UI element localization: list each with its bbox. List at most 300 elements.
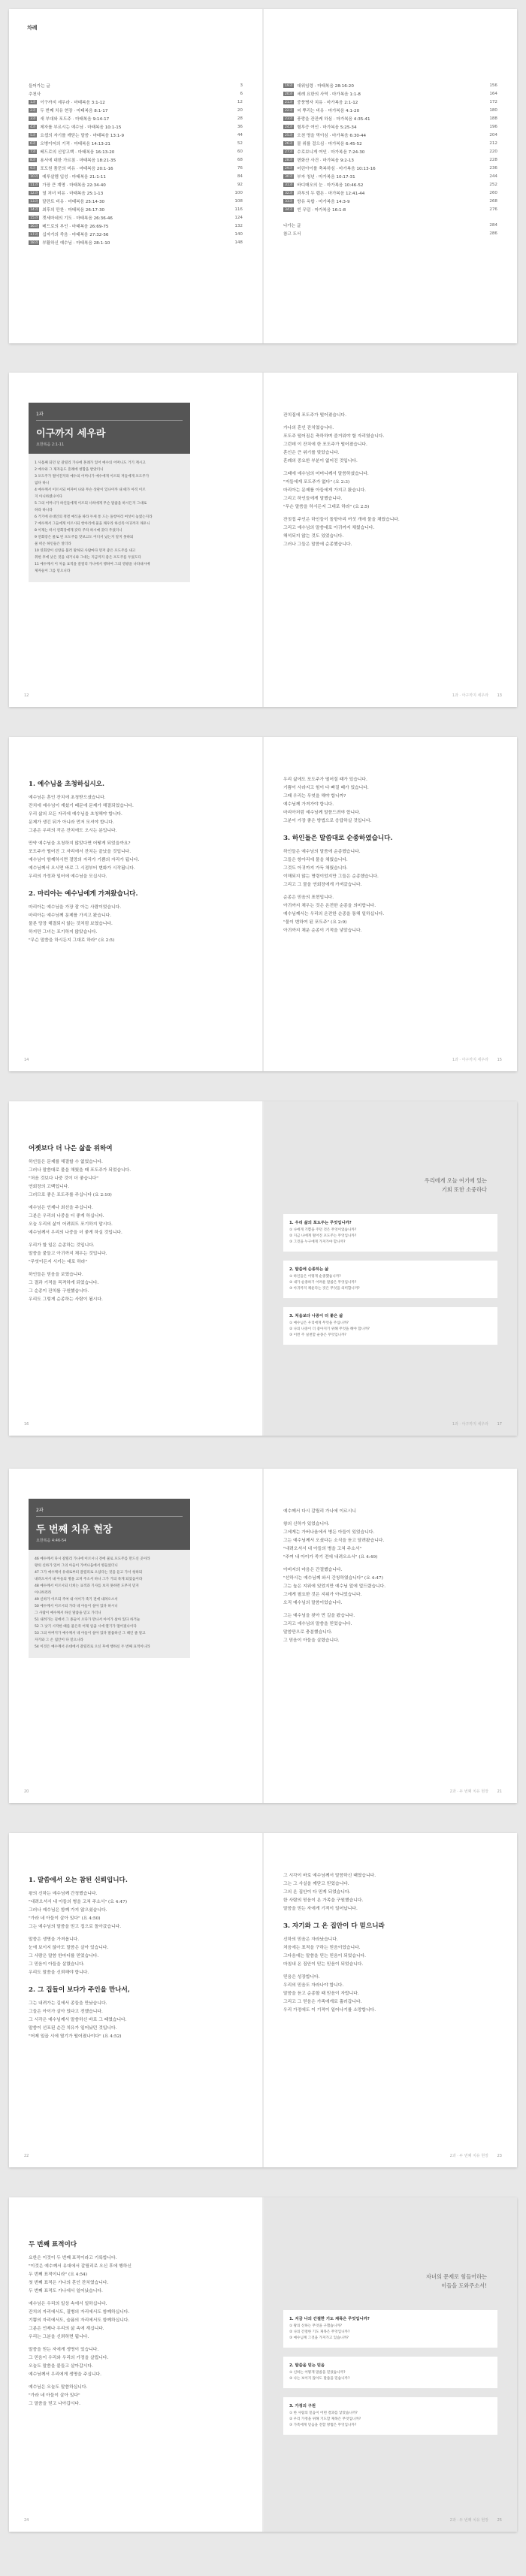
text-line: 두 번째 표적이니라" (요 4:54) bbox=[29, 2272, 87, 2277]
toc-entry bbox=[29, 189, 243, 197]
text-line: "물이 변하여 된 포도주" (요 2:9) bbox=[283, 920, 347, 925]
text-line: 그때에 예수님의 어머니께서 말씀하셨습니다. bbox=[283, 472, 369, 476]
text-line: 그들은 아이가 살아 있다고 전했습니다. bbox=[29, 2010, 103, 2014]
question-item: ② 나는 보이지 않아도 말씀을 믿습니까? bbox=[289, 2377, 350, 2381]
text-line: "어제 일곱 시에 열기가 떨어졌나이다" (요 4:52) bbox=[29, 2034, 122, 2039]
text-line: 그다음에는 말씀을 믿는 믿음이 되었습니다. bbox=[283, 1954, 367, 1958]
text-line: 하인들은 믿음을 보였습니다. bbox=[29, 1273, 83, 1277]
toc-entry-title: 요셉의 자기를 깨닫는 말씀 · 마태복음 13:1-9 bbox=[40, 133, 125, 138]
toc-entry-page: 196 bbox=[489, 124, 497, 129]
toc-entry bbox=[283, 89, 497, 98]
section-heading: 3. 자기와 그 온 집안이 다 믿으니라 bbox=[283, 1922, 385, 1930]
right-page bbox=[264, 1833, 517, 2167]
toc-entry bbox=[283, 156, 497, 164]
text-line: 그때 우리는 무엇을 해야 합니까? bbox=[283, 794, 346, 799]
toc-entry-title: 혈루증 여인 · 마가복음 5:25-34 bbox=[297, 125, 357, 130]
toc-entry-number: 3과 bbox=[30, 116, 36, 121]
toc-entry-title: 오천 명을 먹이심 · 마가복음 6:30-44 bbox=[297, 133, 367, 138]
text-line: 그러므로 좋은 포도주를 주십니다 (요 2:10) bbox=[29, 1193, 112, 1197]
toc-entry bbox=[29, 197, 243, 205]
scripture-verse: 6 거기에 유대인의 정결 예식을 따라 두세 통 드는 돌항아리 여섯이 놓였는지라 bbox=[35, 515, 153, 519]
chapter-reference: 요한복음 2:1-11 bbox=[36, 442, 65, 447]
toc-entry bbox=[29, 180, 243, 189]
toc-entry bbox=[283, 106, 497, 114]
scripture-verse: 51 내려가는 길에서 그 종들이 오다가 만나서 아이가 살아 있다 하거늘 bbox=[35, 1618, 141, 1622]
question-heading: 2. 말씀을 믿는 믿음 bbox=[289, 2363, 325, 2368]
toc-entry-number: 33과 bbox=[285, 199, 293, 204]
page-number: 16 bbox=[24, 1422, 29, 1427]
page-number: 21 bbox=[497, 1789, 502, 1794]
text-line: 그리고 하인들에게 말했습니다. bbox=[283, 497, 343, 501]
toc-entry-number: 28과 bbox=[285, 158, 293, 162]
text-line: 잔치에 예수님이 계셨기 때문에 문제가 해결되었습니다. bbox=[29, 804, 134, 808]
toc-entry-number: 19과 bbox=[285, 83, 293, 88]
text-line: "가라 네 아들이 살아 있다" (요 4:50) bbox=[29, 1916, 101, 1921]
toc-entry-number: 8과 bbox=[30, 158, 36, 162]
text-line: 말씀을 듣고 순종할 때 믿음이 자랍니다. bbox=[283, 1992, 359, 1996]
text-line: "내려오셔서 내 아들의 병을 고쳐 주소서" (요 4:47) bbox=[29, 1900, 127, 1904]
toc-right-list bbox=[283, 81, 497, 213]
questions-title-line: 기회 또한 소중하다 bbox=[441, 1186, 487, 1193]
text-line: 그에게는 가버나움에서 병든 아들이 있었습니다. bbox=[283, 1530, 375, 1535]
toc-entry-page: 36 bbox=[237, 124, 243, 129]
toc-entry-page: 284 bbox=[489, 222, 497, 228]
questions-title bbox=[283, 1176, 487, 1194]
section-heading: 2. 마리아는 예수님에게 가져왔습니다. bbox=[29, 890, 138, 898]
toc-entry-title: 이구까지 세우라 · 마태복음 3:1-12 bbox=[40, 100, 105, 105]
body-text bbox=[283, 1508, 497, 1645]
toc-entry-number: 17과 bbox=[30, 232, 38, 237]
question-item: ① 예수님은 우리에게 무엇을 주십니까? bbox=[289, 1321, 349, 1325]
spread-chapter1 bbox=[9, 373, 517, 707]
question-item: ① 한 사람의 믿음이 어떤 결과를 낳았습니까? bbox=[289, 2411, 358, 2415]
text-line: 그 시각은 예수님께서 말씀하신 바로 그 때였습니다. bbox=[29, 2018, 127, 2022]
toc-entry-number: 32과 bbox=[285, 191, 293, 195]
question-item: ① 하인들은 어떻게 순종했습니까? bbox=[289, 1275, 341, 1279]
question-heading: 1. 지금 나의 간절한 기도 제목은 무엇입니까? bbox=[289, 2317, 370, 2321]
text-line: 예수님은 언제나 최선을 주십니다. bbox=[29, 1206, 93, 1210]
toc-entry-page: 76 bbox=[237, 165, 243, 171]
text-line: 혼례의 중요한 부분이 없어진 것입니다. bbox=[283, 459, 358, 464]
toc-entry bbox=[29, 147, 243, 156]
left-page bbox=[9, 1833, 262, 2167]
text-line: 왕의 신하가 있었습니다. bbox=[283, 1522, 330, 1527]
questions-title bbox=[283, 2272, 487, 2291]
text-line: "이것은 예수께서 유대에서 갈릴리로 오신 후에 행하신 bbox=[29, 2264, 132, 2269]
text-line: 그리고 예수님의 말씀을 믿었습니다. bbox=[283, 1622, 352, 1626]
toc-entry-page: 12 bbox=[237, 99, 243, 104]
scripture-verse: 50 예수께서 이르시되 가라 네 아들이 살아 있다 하시니 bbox=[35, 1605, 118, 1608]
toc-entry-number: 16과 bbox=[30, 224, 38, 228]
toc-entry-title: 겟세마네의 기도 · 마태복음 26:36-46 bbox=[42, 216, 113, 221]
left-page bbox=[9, 737, 262, 1071]
question-heading: 1. 우리 삶의 포도주는 무엇입니까? bbox=[289, 1221, 352, 1225]
toc-entry-title: 베드로의 부인 · 마태복음 26:69-75 bbox=[42, 224, 109, 229]
toc-entry bbox=[283, 197, 497, 205]
spread-chapter2 bbox=[9, 1469, 517, 1803]
right-page bbox=[264, 373, 517, 707]
question-item: ② 내가 순종하기 어려운 말씀은 무엇입니까? bbox=[289, 1281, 357, 1285]
scripture-verse: 48 예수께서 이르시되 너희는 표적과 기사를 보지 못하면 도무지 믿지 bbox=[35, 1584, 139, 1588]
running-head: 1과 · 아구까지 세우라 bbox=[452, 693, 488, 698]
toc-entry-page: 44 bbox=[237, 132, 243, 137]
scripture-verse: 47 그가 예수께서 유대로부터 갈릴리로 오셨다는 것을 듣고 가서 청하되 bbox=[35, 1571, 143, 1575]
toc-entry-title: 어린아이를 축복하심 · 마가복음 10:13-16 bbox=[297, 166, 376, 171]
toc-entry bbox=[29, 156, 243, 164]
body-text bbox=[283, 848, 497, 935]
page-number: 25 bbox=[497, 2518, 502, 2523]
section-heading: 두 번째 표적이다 bbox=[29, 2241, 77, 2248]
question-item: ① 신하는 어떻게 말씀을 믿었습니까? bbox=[289, 2371, 346, 2375]
text-line: 그분은 우리의 나중을 더 좋게 하십니다. bbox=[29, 1214, 104, 1219]
question-card bbox=[283, 1307, 497, 1345]
toc-entry-page: 28 bbox=[237, 116, 243, 121]
scripture-verse: 취한 후에 낮은 것을 내거니와 그대는 지금까지 좋은 포도주를 두었도다 bbox=[35, 556, 141, 560]
text-line: 예수님께 가져가야 합니다. bbox=[283, 802, 334, 807]
scripture-verse: 46 예수께서 다시 갈릴리 가나에 이르시니 전에 물로 포도주를 만드신 곳이라 bbox=[35, 1557, 150, 1561]
text-line: 신하의 믿음은 자라났습니다. bbox=[283, 1937, 338, 1942]
toc-entry bbox=[283, 180, 497, 189]
toc-entry-title: 물 위를 걸으심 · 마가복음 6:45-52 bbox=[297, 141, 362, 146]
toc-entry-page: 276 bbox=[489, 207, 497, 212]
questions-panel bbox=[264, 2197, 517, 2532]
text-line: 그 시각이 바로 예수님께서 말씀하신 때였습니다. bbox=[283, 1874, 376, 1878]
toc-entry-page: 164 bbox=[489, 91, 497, 96]
body-text bbox=[29, 2254, 243, 2408]
toc-entry-number: 23과 bbox=[285, 116, 293, 121]
text-line: 그는 내려가는 길에서 종들을 만났습니다. bbox=[29, 2001, 107, 2006]
scripture-verse: 10 연회장이 신랑을 불러 말하되 사람마다 먼저 좋은 포도주를 내고 bbox=[35, 549, 136, 553]
text-line: 기쁨의 자리에서도, 슬픔의 자리에서도 함께하십니다. bbox=[29, 2318, 130, 2323]
text-line: 포도주가 떨어진 그 자리에서 잔치는 끝났을 것입니다. bbox=[29, 850, 132, 854]
text-line: 그 믿음이 아들을 살렸습니다. bbox=[283, 1638, 340, 1643]
toc-entry-number: 15과 bbox=[30, 216, 38, 220]
page-number: 14 bbox=[24, 1058, 29, 1062]
toc-entry bbox=[29, 139, 243, 147]
toc-entry-page: 132 bbox=[234, 223, 243, 228]
toc-entry-page: 108 bbox=[234, 198, 243, 204]
toc-entry-title: 들어가는 글 bbox=[29, 83, 50, 89]
running-head: 1과 · 아구까지 세우라 bbox=[452, 1422, 488, 1427]
toc-entry bbox=[283, 139, 497, 147]
toc-entry bbox=[29, 122, 243, 131]
question-card bbox=[283, 2310, 497, 2348]
body-text bbox=[29, 1158, 243, 1304]
scripture-box bbox=[29, 1550, 190, 1658]
toc-left-list bbox=[29, 81, 243, 246]
scripture-verse: 왕의 신하가 있어 그의 아들이 가버나움에서 병들었더니 bbox=[35, 1564, 118, 1568]
toc-entry-title: 베드로의 신앙고백 · 마태복음 16:13-20 bbox=[40, 149, 115, 155]
text-line: 말씀을 믿는 자에게 생명이 있습니다. bbox=[29, 2348, 99, 2352]
text-line: 그분이 가장 좋은 방법으로 응답하실 것입니다. bbox=[283, 819, 372, 823]
text-line: 예수님이 함께하시면 절망의 자리가 기쁨의 자리가 됩니다. bbox=[29, 858, 140, 862]
toc-entry-page: 236 bbox=[489, 165, 497, 171]
toc-entry-number: 27과 bbox=[285, 149, 293, 154]
toc-entry-page: 180 bbox=[489, 107, 497, 113]
toc-entry-page: 212 bbox=[489, 140, 497, 146]
toc-entry-page: 100 bbox=[234, 190, 243, 195]
toc-entry-number: 10과 bbox=[30, 174, 38, 179]
text-line: 믿음은 성장합니다. bbox=[283, 1975, 320, 1980]
body-text bbox=[29, 794, 243, 881]
page-number: 22 bbox=[24, 2154, 29, 2158]
page-number: 23 bbox=[497, 2154, 502, 2158]
left-page bbox=[9, 1469, 262, 1803]
text-line: 우리의 믿음도 자라나야 합니다. bbox=[283, 1983, 344, 1988]
scripture-verse: 3 포도주가 떨어진지라 예수의 어머니가 예수에게 이르되 저들에게 포도주가 bbox=[35, 475, 150, 479]
toc-entry-title: 십자가의 죽음 · 마태복음 27:32-56 bbox=[42, 232, 109, 237]
chapter-title: 두 번째 치유 현장 bbox=[36, 1524, 113, 1536]
text-line: 우리도 말씀을 신뢰해야 합니다. bbox=[29, 1971, 89, 1975]
toc-entry bbox=[29, 205, 243, 213]
toc-entry bbox=[283, 189, 497, 197]
toc-entry bbox=[29, 164, 243, 172]
left-page bbox=[9, 2197, 262, 2532]
toc-entry-number: 4과 bbox=[30, 125, 36, 129]
toc-title: 차례 bbox=[27, 25, 38, 31]
text-line: 하인들은 예수님의 말씀에 순종했습니다. bbox=[283, 850, 361, 854]
text-line: 그런데 이 잔치에 한 포도주가 떨어졌습니다. bbox=[283, 442, 367, 447]
toc-entry-number: 25과 bbox=[285, 133, 293, 137]
toc-entry-page: 60 bbox=[237, 149, 243, 154]
toc-entry-title: 열 처녀 비유 · 마태복음 25:1-13 bbox=[42, 191, 104, 196]
text-line: 우리 가정에도 이 기적이 일어나기를 소망합니다. bbox=[283, 2008, 376, 2013]
page-number: 17 bbox=[497, 1422, 502, 1427]
toc-entry bbox=[283, 81, 497, 89]
toc-entry-number: 22과 bbox=[285, 108, 293, 113]
text-line: 포도주 떨어짐은 축하하며 즐거워야 할 자리였습니다. bbox=[283, 434, 385, 439]
toc-entry-title: 가장 큰 계명 · 마태복음 22:34-40 bbox=[42, 183, 106, 188]
toc-entry-number: 2과 bbox=[30, 108, 36, 113]
question-heading: 3. 처음보다 나중이 더 좋은 삶 bbox=[289, 1314, 343, 1318]
toc-entry bbox=[29, 238, 243, 246]
text-line: 그러나 말씀대로 물을 채웠을 때 포도주가 되었습니다. bbox=[29, 1168, 132, 1173]
chapter-label: 2과 bbox=[36, 1506, 183, 1517]
toc-entry-title: 과부의 두 렙돈 · 마가복음 12:41-44 bbox=[297, 191, 365, 196]
scripture-verse: 물 떠온 하인들은 알더라 bbox=[35, 542, 71, 546]
scripture-box bbox=[29, 454, 190, 582]
toc-entry-title: 부활하신 예수님 · 마태복음 28:1-10 bbox=[42, 240, 110, 246]
text-line: 말씀을 붙들고 아귀까지 채우는 것입니다. bbox=[29, 1252, 107, 1256]
question-item: ③ 가족에게 믿음을 전할 방법은 무엇입니까? bbox=[289, 2423, 357, 2427]
text-line: 문제가 생긴 뒤가 아니라 먼저 모셔야 합니다. bbox=[29, 820, 114, 825]
question-item: ② 나의 간절한 기도 제목은 무엇입니까? bbox=[289, 2330, 350, 2334]
toc-entry-number: 18과 bbox=[30, 240, 38, 245]
scripture-verse: 지 아니하였나이다 bbox=[35, 495, 62, 499]
text-line: 마리아는 예수님을 가장 잘 아는 사람이었습니다. bbox=[29, 905, 122, 910]
toc-entry-number: 24과 bbox=[285, 125, 293, 129]
toc-entry-title: 향유 옥합 · 마가복음 14:3-9 bbox=[297, 199, 350, 204]
body-text bbox=[29, 904, 243, 945]
text-line: "무엇이든지 시키는 대로 하라" bbox=[29, 1260, 88, 1264]
scripture-verse: 자기와 그 온 집안이 다 믿으니라 bbox=[35, 1638, 83, 1642]
toc-entry bbox=[283, 131, 497, 139]
toc-entry-title: 빈 무덤 · 마가복음 16:1-8 bbox=[297, 207, 346, 213]
text-line: 그리고 그 믿음은 가족에게로 흘러갑니다. bbox=[283, 2000, 362, 2004]
toc-entry-number: 14과 bbox=[30, 207, 38, 212]
scripture-verse: 54 이것은 예수께서 유대에서 갈릴리로 오신 후에 행하신 두 번째 표적이니라 bbox=[35, 1645, 150, 1649]
right-page bbox=[264, 737, 517, 1071]
toc-entry-page: 84 bbox=[237, 174, 243, 179]
question-item: ② 지금 나에게 떨어진 포도주는 무엇입니까? bbox=[289, 1234, 357, 1238]
text-line: "가라 네 아들이 살아 있다" bbox=[29, 2393, 80, 2398]
scripture-verse: 8 이제는 떠서 연회장에게 갖다 주라 하시매 갖다 주었더니 bbox=[35, 529, 122, 533]
question-list bbox=[283, 2310, 497, 2435]
text-line: 기쁨이 사라지고 힘이 다 빠질 때가 있습니다. bbox=[283, 786, 369, 790]
text-line: 그러나 예수님은 함께 가지 않으셨습니다. bbox=[29, 1908, 107, 1913]
toc-entry bbox=[283, 221, 497, 229]
text-line: 말씀을 믿는 자에게 기적이 일어납니다. bbox=[283, 1907, 358, 1911]
question-item: ② 나의 나중이 더 좋아지기 위해 무엇을 해야 합니까? bbox=[289, 1327, 370, 1331]
text-line: 예수님은 우리의 일상 속에서 일하십니다. bbox=[29, 2302, 107, 2306]
toc-entry-page: 260 bbox=[489, 190, 497, 195]
left-page bbox=[9, 1101, 262, 1436]
questions-panel bbox=[264, 1101, 517, 1436]
text-line: "처음 것보다 나중 것이 더 좋습니다" bbox=[29, 1176, 98, 1181]
text-line: 잔칫집 주인은 하인들이 돌항아리 여섯 개에 물을 채웠습니다. bbox=[283, 518, 400, 522]
text-line: 그 믿음이 우리와 우리의 가정을 살립니다. bbox=[29, 2356, 109, 2360]
toc-entry-number: 1과 bbox=[30, 100, 36, 104]
text-line: "저들에게 포도주가 없다" (요 2:3) bbox=[283, 480, 350, 485]
text-line: 예수님께서 우리의 나중을 더 좋게 하실 것입니다. bbox=[29, 1231, 122, 1235]
running-head: 1과 · 아구까지 세우라 bbox=[452, 1058, 488, 1062]
scripture-verse: 5 그의 어머니가 하인들에게 이르되 너희에게 무슨 말씀을 하시든지 그대로 bbox=[35, 502, 147, 506]
spread-body-3 bbox=[9, 1833, 517, 2167]
toc-entry-title: 부자 청년 · 마가복음 10:17-31 bbox=[297, 174, 355, 180]
right-page bbox=[264, 1101, 517, 1436]
text-line: 처음에는 표적을 구하는 믿음이었습니다. bbox=[283, 1946, 361, 1950]
text-line: 이해되지 않는 명령이었지만 그들은 순종했습니다. bbox=[283, 874, 379, 879]
scripture-verse: 2 예수와 그 제자들도 혼례에 청함을 받았더니 bbox=[35, 468, 104, 472]
text-line: "주여 내 아이가 죽기 전에 내려오소서" (요 4:49) bbox=[283, 1555, 378, 1560]
question-item: ③ 이번 주 실천할 순종은 무엇입니까? bbox=[289, 1333, 346, 1337]
toc-entry-title: 오병이어의 기적 · 마태복음 14:13-21 bbox=[40, 141, 110, 146]
text-line: 말씀만으로 충분했습니다. bbox=[283, 1630, 333, 1635]
toc-right-extra-list bbox=[283, 221, 497, 237]
toc-left-page bbox=[9, 9, 262, 343]
question-card bbox=[283, 1261, 497, 1298]
toc-entry bbox=[283, 164, 497, 172]
scripture-verse: 11 예수께서 이 처음 표적을 갈릴리 가나에서 행하여 그의 영광을 나타내시매 bbox=[35, 563, 150, 566]
toc-entry-page: 20 bbox=[237, 107, 243, 113]
text-line: 첫 번째 표적은 가나의 혼인 잔치였습니다. bbox=[29, 2281, 109, 2285]
scripture-verse: 아니하리라 bbox=[35, 1591, 52, 1595]
text-line: 왕의 신하는 예수님께 간청했습니다. bbox=[29, 1892, 98, 1896]
toc-entry-page: 156 bbox=[489, 83, 497, 88]
running-head: 2과 · 두 번째 치유 현장 bbox=[449, 1789, 488, 1794]
toc-entry-page: 52 bbox=[237, 140, 243, 146]
text-line: 아버지의 마음은 간절했습니다. bbox=[283, 1568, 343, 1572]
text-line: "선하시는 예수님께 와서 간청하였습니다" (요 4:47) bbox=[283, 1576, 383, 1581]
text-line: "내려오셔서 내 아들의 병을 고쳐 주소서" bbox=[283, 1547, 362, 1551]
text-line: 혼인은 큰 위기를 맞았습니다. bbox=[283, 451, 340, 455]
text-line: 그러나 그들은 말씀에 순종했습니다. bbox=[283, 542, 352, 547]
text-line: 그분은 우리의 작은 잔치에도 오시는 분입니다. bbox=[29, 829, 117, 833]
chapter-header bbox=[29, 403, 190, 454]
toc-entry-page: 116 bbox=[234, 207, 243, 212]
text-line: 그들은 항아리에 물을 채웠습니다. bbox=[283, 858, 348, 862]
text-line: 그는 높은 지위에 있었지만 예수님 앞에 엎드렸습니다. bbox=[283, 1584, 386, 1589]
toc-entry bbox=[29, 106, 243, 114]
text-line: 마침내 온 집안이 믿는 믿음이 되었습니다. bbox=[283, 1962, 364, 1967]
section-heading: 3. 하인들은 말씀대로 순종하였습니다. bbox=[283, 835, 393, 842]
toc-entry bbox=[29, 230, 243, 238]
question-heading: 3. 가정의 구원 bbox=[289, 2404, 316, 2408]
toc-entry bbox=[29, 131, 243, 139]
scripture-verse: 그 사람이 예수께서 하신 말씀을 믿고 가더니 bbox=[35, 1611, 101, 1615]
section-heading: 1. 말씀에서 오는 참된 신뢰입니다. bbox=[29, 1877, 128, 1884]
text-line: 마리아는 문제를 아들에게 가지고 왔습니다. bbox=[283, 488, 367, 493]
body-text bbox=[283, 412, 497, 549]
toc-entry-number: 11과 bbox=[30, 183, 38, 187]
text-line: 물론 당장 해결되지 않는 것처럼 보였습니다. bbox=[29, 922, 113, 926]
toc-entry-number: 26과 bbox=[285, 141, 293, 146]
toc-entry bbox=[29, 222, 243, 230]
question-card bbox=[283, 2357, 497, 2388]
toc-entry-number: 30과 bbox=[285, 174, 293, 179]
text-line: 그는 예수님을 찾아 먼 길을 왔습니다. bbox=[283, 1614, 355, 1618]
toc-entry-title: 씨 뿌리는 비유 · 마가복음 4:1-20 bbox=[297, 108, 360, 113]
right-page bbox=[264, 2197, 517, 2532]
toc-entry bbox=[283, 172, 497, 180]
toc-entry-page: 268 bbox=[489, 198, 497, 204]
toc-entry-title: 참고 도서 bbox=[283, 231, 301, 237]
questions-title-line: 우리에게 오늘 여기에 있는 bbox=[424, 1177, 487, 1184]
chapter-header bbox=[29, 1499, 190, 1550]
text-line: 마리아처럼 예수님께 말씀드려야 합니다. bbox=[283, 811, 361, 815]
text-line: 순종은 믿음의 표현입니다. bbox=[283, 895, 334, 900]
text-line: 아귀까지 채운 순종이 기적을 낳았습니다. bbox=[283, 929, 362, 933]
spread-body-2 bbox=[9, 1101, 517, 1436]
scripture-verse: 53 그의 아버지가 예수께서 네 아들이 살아 있다 말씀하신 그 때인 줄 알고 bbox=[35, 1632, 146, 1635]
chapter-title: 이구까지 세우라 bbox=[36, 428, 106, 439]
section-heading: 어젯보다 더 나은 삶을 위하여 bbox=[29, 1145, 113, 1152]
toc-entry-number: 29과 bbox=[285, 166, 293, 171]
questions-title-line: 이들을 도와주소서! bbox=[441, 2282, 487, 2289]
toc-entry-title: 용서에 대한 가르침 · 마태복음 18:21-35 bbox=[40, 158, 116, 163]
text-line: 하인들은 문제를 해결할 수 없었습니다. bbox=[29, 1160, 103, 1164]
text-line: 그리고 예수님의 말씀대로 아귀까지 채웠습니다. bbox=[283, 526, 375, 530]
text-line: 예수께서 다시 갈릴리 가나에 이르시니 bbox=[283, 1509, 356, 1514]
toc-entry-title: 나가는 글 bbox=[283, 223, 301, 228]
toc-entry bbox=[29, 89, 243, 98]
text-line: 그에게 필요한 것은 지위가 아니었습니다. bbox=[283, 1593, 362, 1597]
toc-entry-page: 92 bbox=[237, 182, 243, 187]
toc-entry-page: 252 bbox=[489, 182, 497, 187]
body-text bbox=[29, 1890, 243, 1977]
toc-entry-page: 172 bbox=[489, 99, 497, 104]
left-page bbox=[9, 373, 262, 707]
text-line: 오직 예수님의 말씀이었습니다. bbox=[283, 1601, 343, 1605]
toc-entry-page: 140 bbox=[234, 231, 243, 237]
scripture-verse: 없다 하니 bbox=[35, 482, 50, 485]
toc-entry-number: 20과 bbox=[285, 92, 293, 96]
page-number: 20 bbox=[24, 1789, 29, 1794]
section-heading: 2. 그 집들이 보다가 주인을 만나서, bbox=[29, 1986, 130, 1994]
chapter-label: 1과 bbox=[36, 410, 183, 421]
toc-entry-number: 13과 bbox=[30, 199, 38, 204]
spread-toc bbox=[9, 9, 517, 343]
question-item: ③ 그것을 누구에게 가져가야 합니까? bbox=[289, 1240, 346, 1244]
text-line: 두 번째 표적도 가나에서 일어났습니다. bbox=[29, 2289, 103, 2294]
text-line: 하지만 그녀는 포기하지 않았습니다. bbox=[29, 930, 98, 935]
page-number: 13 bbox=[497, 693, 502, 698]
question-list bbox=[283, 1214, 497, 1345]
text-line: 그 말씀을 믿고 나아갑시다. bbox=[29, 2402, 80, 2406]
text-line: 요한은 이것이 두 번째 표적이라고 기록합니다. bbox=[29, 2256, 117, 2260]
toc-entry-number: 21과 bbox=[285, 100, 293, 104]
question-item: ② 우리 가정을 위해 기도할 제목은 무엇입니까? bbox=[289, 2417, 361, 2421]
